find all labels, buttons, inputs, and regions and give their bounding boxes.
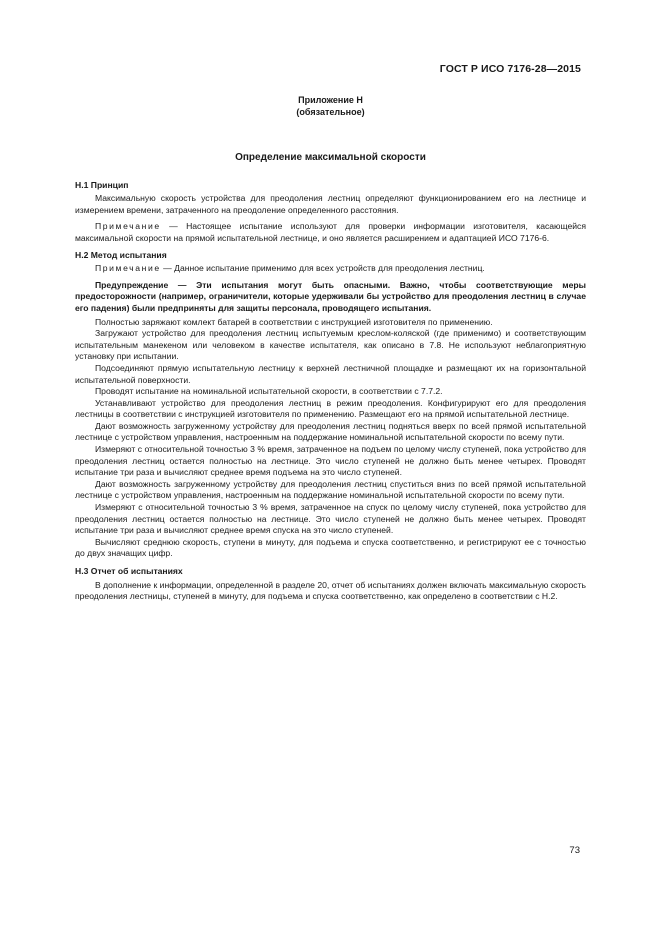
page-title: Определение максимальной скорости [235,152,426,163]
method-paragraph: Измеряют с относительной точностью 3 % время, затраченное на спуск по целому числу ступеней, пока устройство для преодоления лестниц остается полностью на лестнице. Это число ступеней не должно быть менее четырех. Проводят испытание три раза и вычисляют среднее время спуска на это число ступеней. [75,502,586,536]
section-h1-paragraph: Максимальную скорость устройства для преодоления лестниц определяют функционированием его на лестнице и измерением времени, затраченного на преодоление определенного расстояния. [75,193,586,215]
method-paragraph: Полностью заряжают комлект батарей в соответствии с инструкцией изготовителя по применению. [95,316,493,327]
page-number: 73 [569,845,580,856]
method-paragraph: Измеряют с относительной точностью 3 % время, затраченное на подъем по целому числу ступеней, пока устройство для преодоления лестниц остается полностью на лестнице. Это число ступеней не должно быть менее четырех. Проводят испытание три раза и вычисляют среднее время подъема на это число ступеней. [75,444,586,478]
section-h3-paragraph: В дополнение к информации, определенной в разделе 20, отчет об испытаниях должен включать максимальную скорость преодоления лестницы, ступеней в минуту, для подъема и спуска соответственно, как определено в соответствии с Н.2. [75,579,586,602]
method-paragraph: Подсоединяют прямую испытательную лестницу к верхней лестничной площадке и размещают их на горизонтальной испытательной поверхности. [75,362,586,385]
method-paragraph: Проводят испытание на номинальной испытательной скорости, в соответствии с 7.7.2. [95,386,443,397]
section-h2-heading: Н.2 Метод испытания [75,249,167,260]
section-h2-note [75,263,586,275]
note-label: Примечание [95,263,161,274]
method-paragraph: Загружают устройство для преодоления лестниц испытуемым креслом-коляской (где применимо) и соответствующим испытательным манекеном или человеком в качестве испытателя, как описано в 7.8. Не используют неблагоприятную установку при испытании. [75,328,586,362]
section-h3-heading: Н.3 Отчет об испытаниях [75,566,183,576]
page-content [75,152,586,603]
warning-paragraph: Предупреждение — Эти испытания могут быть опасными. Важно, чтобы соответствующие меры предосторожности (например, ограничители, которые удерживали бы устройство для преодоления лестниц в случае его падения) были предприняты для защиты персонала, проводящего испытания. [75,279,586,313]
section-h1-note [75,221,586,244]
note-text: — Данное испытание применимо для всех устройств для преодоления лестниц. [160,263,485,274]
method-paragraph: Дают возможность загруженному устройству для преодоления лестниц подняться вверх по всей прямой испытательной лестнице с устройством управления, настроенным на поддержание номинальной испытательной скорости по всему пути. [75,420,586,443]
note-label: Примечание [95,221,161,232]
section-h1-heading: Н.1 Принцип [75,179,129,190]
annex-title: Приложение Н [298,95,363,105]
document-header: ГОСТ Р ИСО 7176-28—2015 [439,63,581,75]
annex-heading [0,94,661,118]
method-paragraph: Устанавливают устройство для преодоления лестниц в режим преодоления. Конфигурируют его для преодоления лестницы в соответствии с инструкцией изготовителя по применению. Размещают его на прямой испытательной лестнице. [75,397,586,420]
annex-status: (обязательное) [296,107,365,117]
method-paragraph: Дают возможность загруженному устройству для преодоления лестниц спуститься вниз по всей прямой испытательной лестнице с устройством управления, настроенным на поддержание номинальной испытательной скорости по всему пути. [75,478,586,501]
method-paragraph: Вычисляют среднюю скорость, ступени в минуту, для подъема и спуска соответственно, и регистрируют ее с точностью до двух значащих цифр. [75,536,586,559]
note-text: — Настоящее испытание используют для проверки информации изготовителя, касающейся максимальной скорости на прямой испытательной лестнице, и оно является расширением и адаптацией ИСО 7176-6. [75,221,586,243]
